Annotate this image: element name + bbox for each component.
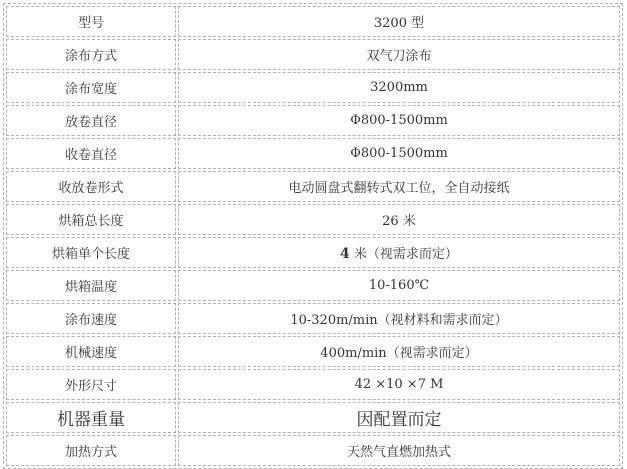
spec-value-part: 26 米 — [382, 214, 416, 229]
spec-label-cell: 涂布方式 — [6, 39, 176, 70]
spec-label-cell: 机器重量 — [6, 402, 176, 433]
spec-label-cell: 放卷直径 — [6, 105, 176, 136]
spec-table-body — [6, 6, 620, 466]
spec-label-cell: 涂布宽度 — [6, 72, 176, 103]
spec-value-cell — [178, 402, 620, 433]
spec-label-cell: 涂布速度 — [6, 303, 176, 334]
spec-label-cell: 收卷直径 — [6, 138, 176, 169]
table-row — [6, 72, 620, 103]
spec-value-part: 10-160℃ — [368, 278, 430, 293]
table-row — [6, 6, 620, 37]
spec-value-cell — [178, 204, 620, 235]
table-row — [6, 138, 620, 169]
spec-value-cell — [178, 435, 620, 466]
table-row — [6, 336, 620, 367]
spec-value-part: 42 ×10 ×7 M — [354, 377, 444, 392]
spec-label-cell: 收放卷形式 — [6, 171, 176, 202]
spec-value-part: 米（视需求而定） — [349, 247, 458, 262]
spec-value-part: 3200mm — [370, 80, 428, 95]
spec-value-cell — [178, 6, 620, 37]
spec-label-cell: 烘箱总长度 — [6, 204, 176, 235]
spec-value-cell — [178, 237, 620, 268]
spec-value-part: 400m/min（视需求而定） — [320, 346, 478, 361]
table-row — [6, 402, 620, 433]
table-row — [6, 369, 620, 400]
spec-value-cell — [178, 138, 620, 169]
spec-value-cell — [178, 270, 620, 301]
spec-value-part: 天然气直燃加热式 — [346, 445, 451, 460]
spec-label-cell: 机械速度 — [6, 336, 176, 367]
spec-label-cell: 外形尺寸 — [6, 369, 176, 400]
spec-value-part: 双气刀涂布 — [366, 49, 432, 64]
spec-label-cell: 烘箱单个长度 — [6, 237, 176, 268]
table-row — [6, 204, 620, 235]
spec-value-cell — [178, 303, 620, 334]
table-row — [6, 303, 620, 334]
table-row — [6, 237, 620, 268]
table-row — [6, 270, 620, 301]
spec-table — [3, 3, 623, 469]
spec-value-cell — [178, 336, 620, 367]
spec-label-cell: 烘箱温度 — [6, 270, 176, 301]
spec-value-part: Φ800-1500mm — [350, 146, 448, 161]
spec-label-cell: 型号 — [6, 6, 176, 37]
spec-value-part: Φ800-1500mm — [350, 113, 448, 128]
table-row — [6, 435, 620, 466]
table-row — [6, 39, 620, 70]
table-row — [6, 171, 620, 202]
spec-value-cell — [178, 39, 620, 70]
spec-value-part: 电动圆盘式翻转式双工位，全自动接纸 — [288, 181, 510, 196]
spec-value-cell — [178, 369, 620, 400]
spec-value-cell — [178, 105, 620, 136]
spec-value-part: 因配置而定 — [356, 410, 442, 430]
spec-value-part: 10-320m/min（视材料和需求而定） — [290, 313, 508, 328]
spec-value-bold-part: 4 — [340, 246, 350, 262]
spec-value-cell — [178, 171, 620, 202]
table-row — [6, 105, 620, 136]
spec-label-cell: 加热方式 — [6, 435, 176, 466]
spec-value-cell — [178, 72, 620, 103]
spec-value-part: 3200 型 — [373, 16, 425, 31]
